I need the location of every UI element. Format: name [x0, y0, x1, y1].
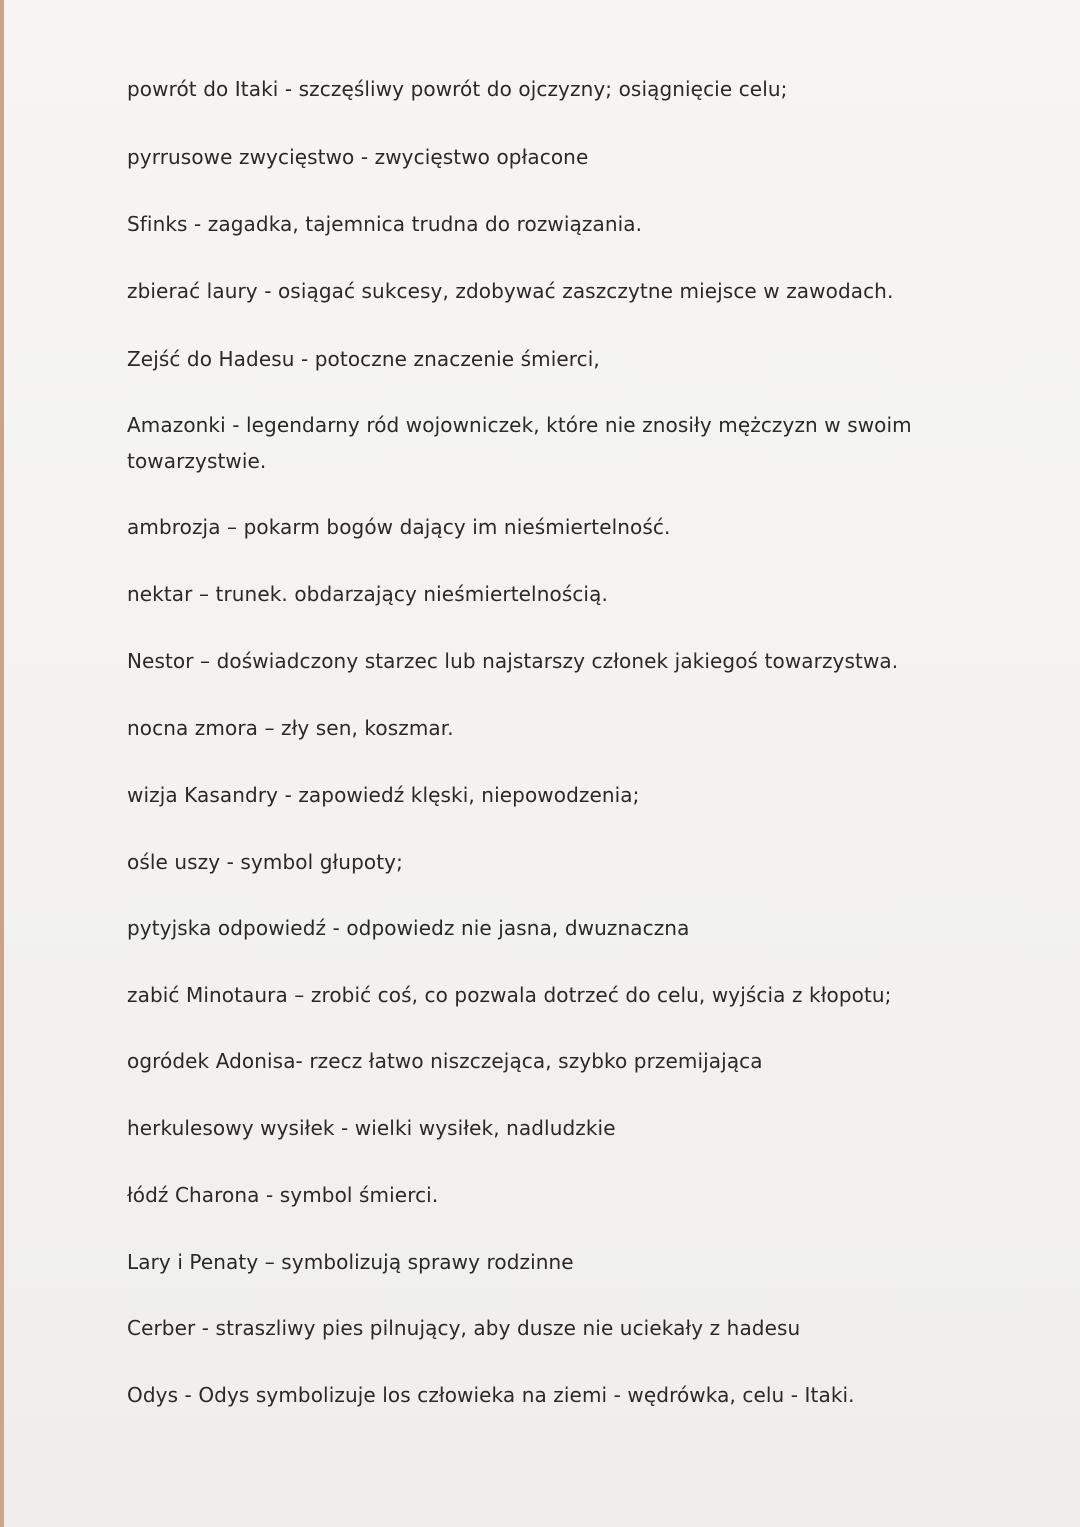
entry-herkulesowy-wysilek: herkulesowy wysiłek - wielki wysiłek, nadludzkie — [127, 1116, 616, 1140]
entry-pytyjska-odpowiedz: pytyjska odpowiedź - odpowiedz nie jasna, dwuznaczna — [127, 916, 690, 940]
entry-nestor: Nestor – doświadczony starzec lub najstarszy członek jakiegoś towarzystwa. — [127, 649, 899, 673]
entry-powrot-do-itaki: powrót do Itaki - szczęśliwy powrót do ojczyzny; osiągnięcie celu; — [127, 77, 788, 101]
entry-ogrodek-adonisa: ogródek Adonisa- rzecz łatwo niszczejąca, szybko przemijająca — [127, 1049, 763, 1073]
entry-lodz-charona: łódź Charona - symbol śmierci. — [127, 1183, 439, 1207]
entry-wizja-kasandry: wizja Kasandry - zapowiedź klęski, niepowodzenia; — [127, 783, 640, 807]
entry-osle-uszy: ośle uszy - symbol głupoty; — [127, 850, 403, 874]
entry-ambrozja: ambrozja – pokarm bogów dający im nieśmiertelność. — [127, 515, 671, 539]
entry-nektar: nektar – trunek. obdarzający nieśmiertelnością. — [127, 582, 608, 606]
entry-lary-i-penaty: Lary i Penaty – symbolizują sprawy rodzinne — [127, 1250, 574, 1274]
entry-cerber: Cerber - straszliwy pies pilnujący, aby dusze nie uciekały z hadesu — [127, 1316, 801, 1340]
entry-zbierac-laury: zbierać laury - osiągać sukcesy, zdobywać zaszczytne miejsce w zawodach. — [127, 279, 894, 303]
paper-edge — [0, 0, 4, 1527]
entry-odys: Odys - Odys symbolizuje los człowieka na ziemi - wędrówka, celu - Itaki. — [127, 1383, 855, 1407]
entry-zabic-minotaura: zabić Minotaura – zrobić coś, co pozwala dotrzeć do celu, wyjścia z kłopotu; — [127, 983, 892, 1007]
entry-sfinks: Sfinks - zagadka, tajemnica trudna do rozwiązania. — [127, 212, 643, 236]
entry-pyrrusowe-zwyciestwo: pyrrusowe zwycięstwo - zwycięstwo opłacone — [127, 145, 589, 169]
entry-amazonki: Amazonki - legendarny ród wojowniczek, które nie znosiły mężczyzn w swoim towarzystwie. — [127, 413, 912, 473]
entry-nocna-zmora: nocna zmora – zły sen, koszmar. — [127, 716, 454, 740]
entry-zejsc-do-hadesu: Zejść do Hadesu - potoczne znaczenie śmierci, — [127, 347, 600, 371]
